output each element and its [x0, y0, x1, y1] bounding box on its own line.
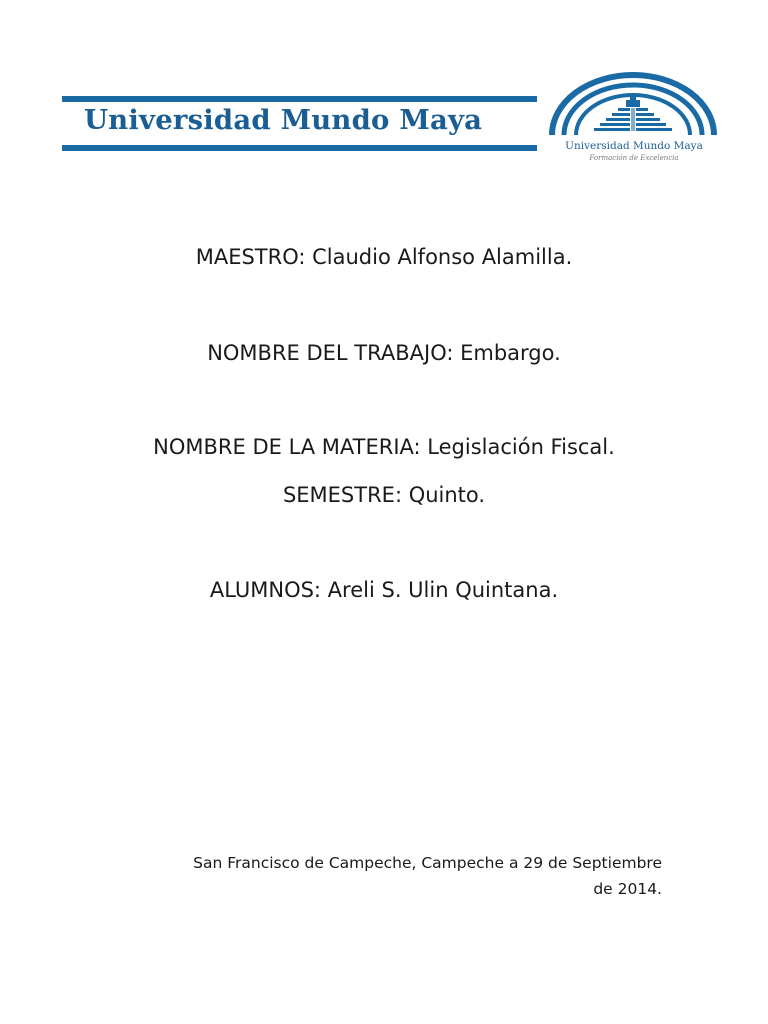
banner-bottom-rule — [62, 145, 537, 151]
place-and-date — [100, 850, 662, 902]
teacher-line: MAESTRO: Claudio Alfonso Alamilla. — [195, 245, 573, 269]
assignment-title-line: NOMBRE DEL TRABAJO: Embargo. — [207, 341, 561, 365]
place-date-line-2: de 2014. — [593, 880, 662, 898]
place-date-line-1: San Francisco de Campeche, Campeche a 29 de Septiembre — [193, 854, 662, 872]
logo-caption: Universidad Mundo Maya — [565, 140, 703, 152]
students-line: ALUMNOS: Areli S. Ulin Quintana. — [209, 578, 559, 602]
university-header — [62, 70, 722, 170]
university-name: Universidad Mundo Maya — [84, 104, 483, 136]
logo-motto: Formación de Excelencia — [589, 154, 679, 162]
subject-line: NOMBRE DE LA MATERIA: Legislación Fiscal. — [153, 435, 615, 459]
banner-top-rule — [62, 96, 537, 102]
semester-line: SEMESTRE: Quinto. — [282, 483, 486, 507]
